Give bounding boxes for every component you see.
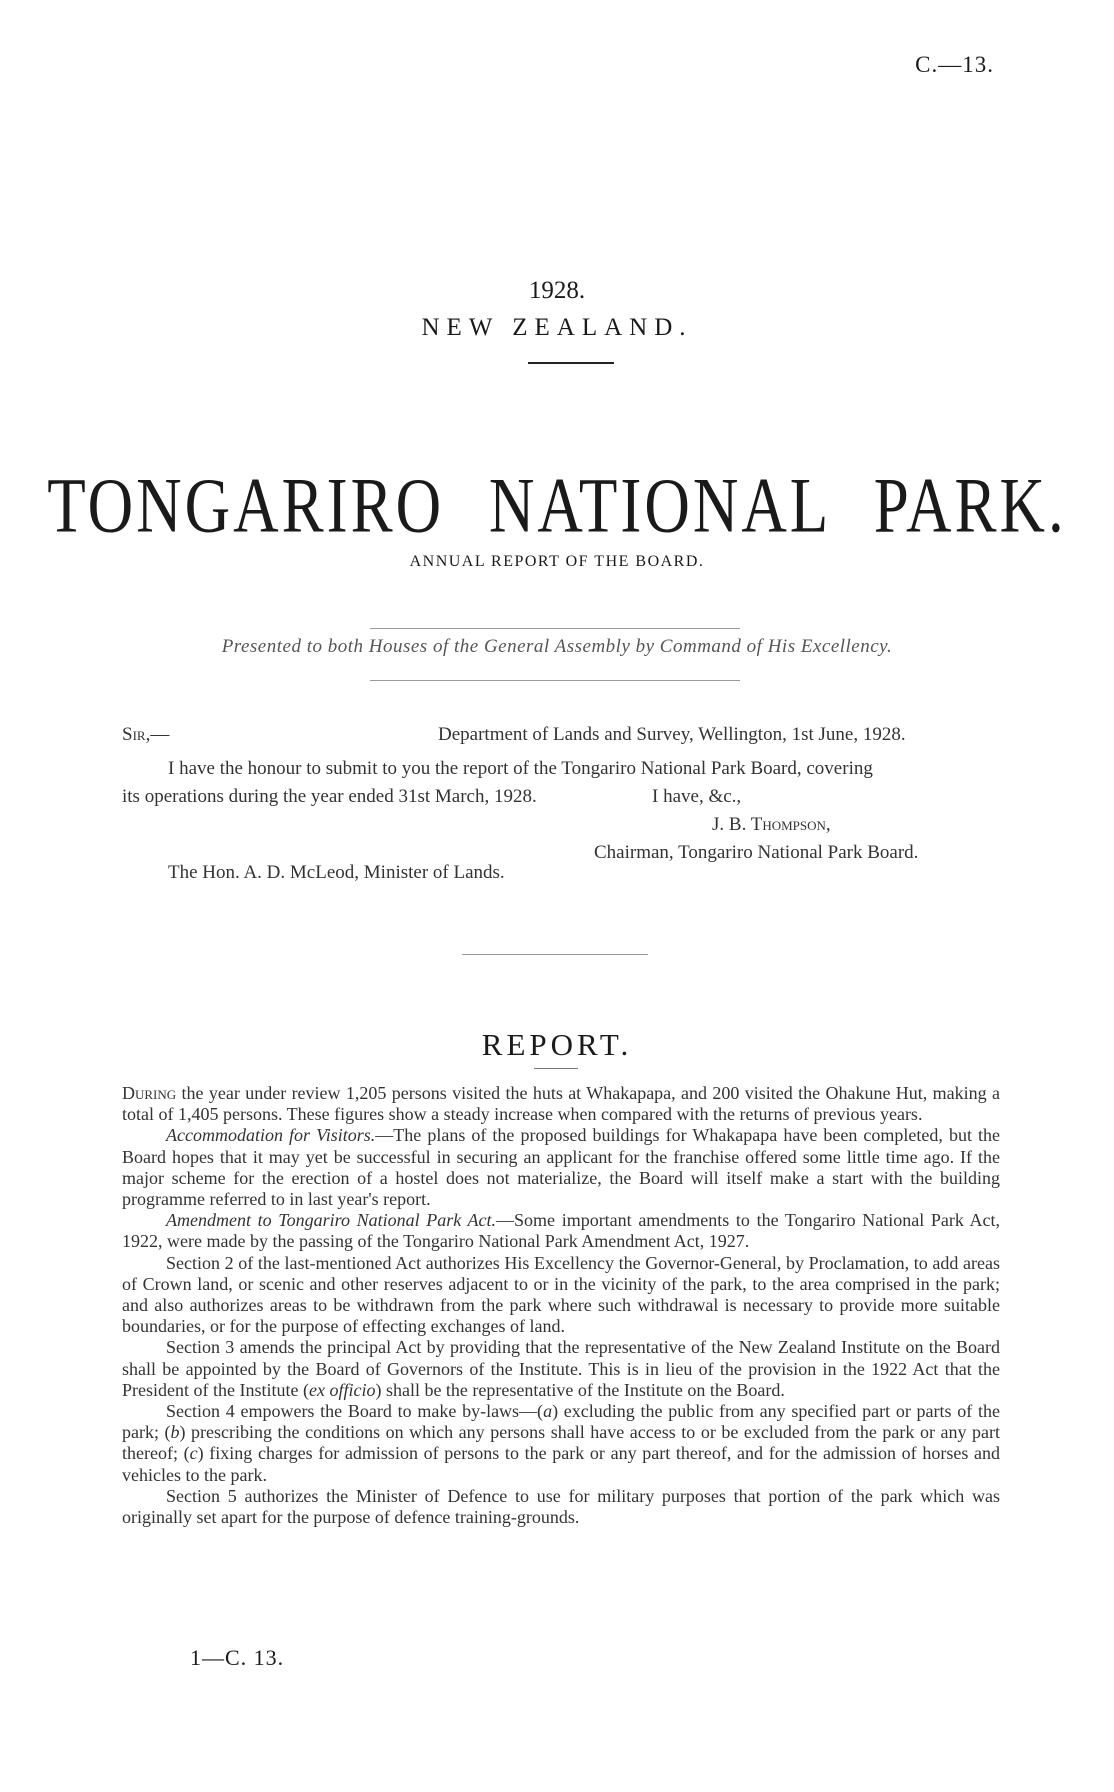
report-paragraph [122, 1210, 1000, 1252]
paragraph-text: Section 4 empowers the Board to make by-laws—( [166, 1401, 544, 1422]
dropcap-lead: During [122, 1083, 177, 1103]
report-paragraph: Section 5 authorizes the Minister of Defence to use for military purposes that portion of the park which was originally set apart for the purpose of defence training-grounds. [122, 1485, 1000, 1528]
report-paragraph [122, 1337, 1000, 1401]
title-divider [528, 362, 614, 364]
presented-bottom-rule [370, 680, 740, 681]
paragraph-text: ) prescribing the conditions on which any persons shall have access to or be excluded from the park or any part thereof; ( [122, 1422, 1000, 1464]
paragraph-text: ) fixing charges for admission of persons to the park or any part thereof, and for the admission of horses and vehicles to the park. [122, 1443, 1000, 1485]
report-paragraph: Section 2 of the last-mentioned Act authorizes His Excellency the Governor-General, by Proclamation, to add areas of Crown land, or scenic and other reserves adjacent to or in the vicinity of the park, to the area comprised in the park; and also authorizes areas to be withdrawn from the park where such withdrawal is necessary to provide more suitable boundaries, or for the purpose of effecting exchanges of land. [122, 1252, 1000, 1337]
letter-salutation: Sir,— [122, 724, 170, 745]
footer-page-reference: 1—C. 13. [190, 1645, 285, 1670]
clause-letter: a [543, 1401, 553, 1422]
paragraph-heading: Accommodation for Visitors. [166, 1125, 376, 1146]
paragraph-text: —The plans of the proposed buildings for Whakapapa have been completed, but the Board hopes that it may yet be successful in securing an applicant for the franchise offered some little time ago. If the major scheme for the erection of a hostel does not materialize, the Board will itself make a start with the building programme referred to in last year's report. [122, 1125, 1000, 1210]
clause-letter: c [189, 1443, 198, 1464]
letter-signatory-title: Chairman, Tongariro National Park Board. [594, 842, 919, 863]
section-divider [462, 954, 648, 955]
report-body [122, 1083, 1000, 1528]
report-paragraph [122, 1401, 1000, 1486]
letter-address-date: Department of Lands and Survey, Wellington, 1st June, 1928. [438, 724, 906, 745]
report-paragraph [122, 1083, 1000, 1125]
letter-signatory: J. B. Thompson, [712, 814, 831, 835]
presented-note: Presented to both Houses of the General Assembly by Command of His Excellency. [221, 636, 893, 657]
letter-addressee: The Hon. A. D. McLeod, Minister of Lands. [168, 862, 505, 883]
paragraph-text: ) excluding the public from any specified part or parts of the park; ( [122, 1401, 1000, 1443]
paragraph-text: —Some important amendments to the Tongariro National Park Act, 1922, were made by the passing of the Tongariro National Park Amendment Act, 1927. [122, 1210, 1000, 1252]
paragraph-text: ) shall be the representative of the Institute on the Board. [375, 1379, 785, 1400]
clause-letter: b [170, 1422, 180, 1443]
country-name: NEW ZEALAND. [421, 314, 693, 341]
document-subtitle: ANNUAL REPORT OF THE BOARD. [409, 553, 705, 570]
page-reference: C.—13. [915, 52, 994, 77]
paragraph-heading: Amendment to Tongariro National Park Act. [166, 1210, 497, 1231]
letter-closing: I have, &c., [652, 786, 742, 807]
letter-body-line: I have the honour to submit to you the report of the Tongariro National Park Board, covering [168, 758, 873, 779]
presented-top-rule [370, 628, 740, 629]
document-year: 1928. [528, 277, 586, 304]
report-paragraph [122, 1125, 1000, 1210]
letter-body-line: its operations during the year ended 31st March, 1928. [122, 786, 537, 807]
report-heading-rule [534, 1068, 578, 1069]
document-title: TONGARIRO NATIONAL PARK. [47, 461, 1067, 549]
paragraph-text: Section 3 amends the principal Act by providing that the representative of the New Zealand Institute on the Board shall be appointed by the Board of Governors of the Institute. This is in lieu of the provision in the 1922 Act that the President of the Institute ( [122, 1337, 1000, 1400]
paragraph-text: the year under review 1,205 persons visited the huts at Whakapapa, and 200 visited the Ohakune Hut, making a total of 1,405 persons. These figures show a steady increase when compared with the returns of previous years. [122, 1083, 1000, 1125]
report-heading: REPORT. [481, 1027, 633, 1062]
italic-term: ex officio [308, 1379, 376, 1400]
